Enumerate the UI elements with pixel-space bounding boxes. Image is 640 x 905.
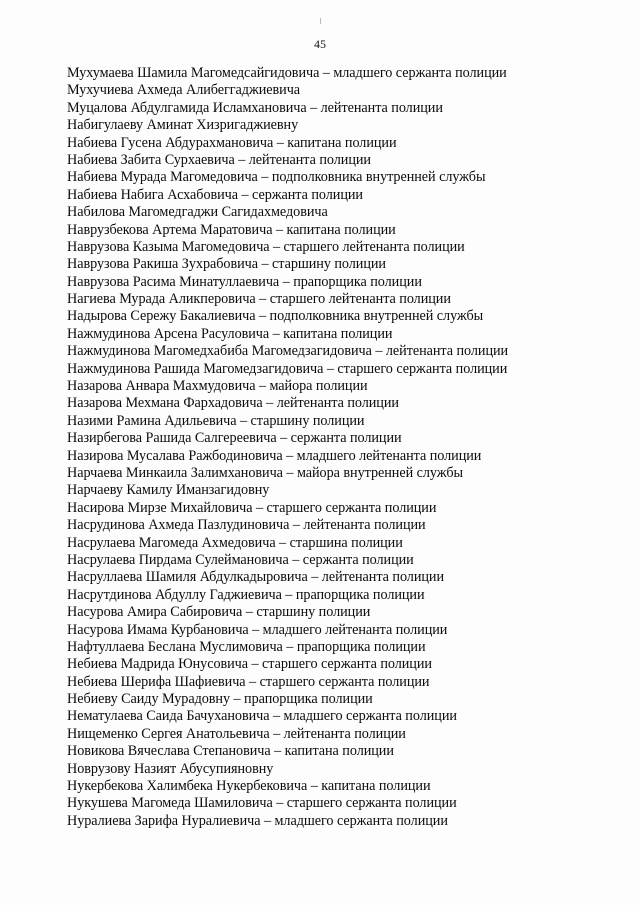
list-item: Наврузова Расима Минатуллаевича – прапорщика полиции bbox=[67, 273, 422, 290]
list-item: Мухучиева Ахмеда Алибеггаджиевича bbox=[67, 82, 301, 99]
list-item: Нажмудинова Магомедхабиба Магомедзагидовича – лейтенанта полиции bbox=[67, 343, 509, 360]
list-item: Набилова Магомедгаджи Сагидахмедовича bbox=[67, 204, 328, 221]
list-item: Набигулаеву Аминат Хизригаджиевну bbox=[67, 117, 299, 134]
list-item: Наврузова Ракиша Зухрабовича – старшину полиции bbox=[67, 256, 386, 273]
list-item: Насурова Имама Курбановича – младшего лейтенанта полиции bbox=[67, 621, 448, 638]
list-item: Набиева Набига Асхабовича – сержанта полиции bbox=[67, 186, 363, 203]
list-item: Нуралиева Зарифа Нуралиевича – младшего сержанта полиции bbox=[67, 812, 448, 829]
list-item: Назарова Анвара Махмудовича – майора полиции bbox=[67, 378, 368, 395]
list-item: Насрулаева Магомеда Ахмедовича – старшина полиции bbox=[67, 534, 403, 551]
list-item: Насрулаева Пирдама Сулеймановича – сержанта полиции bbox=[67, 551, 414, 568]
list-item: Мухумаева Шамила Магомедсайгидовича – младшего сержанта полиции bbox=[67, 65, 507, 81]
list-item: Наврузбекова Артема Маратовича – капитана полиции bbox=[67, 221, 396, 238]
list-item: Небиева Шерифа Шафиевича – старшего сержанта полиции bbox=[67, 673, 430, 690]
list-item: Набиева Забита Сурхаевича – лейтенанта полиции bbox=[67, 151, 371, 168]
list-item: Муцалова Абдулгамида Исламхановича – лейтенанта полиции bbox=[67, 99, 443, 116]
list-item: Насруллаева Шамиля Абдулкадыровича – лейтенанта полиции bbox=[67, 569, 445, 586]
list-item: Новрузову Назият Абусупияновну bbox=[67, 760, 274, 777]
award-list bbox=[67, 65, 508, 830]
list-item: Набиева Гусена Абдурахмановича – капитана полиции bbox=[67, 134, 397, 151]
list-item: Нукербекова Халимбека Нукербековича – капитана полиции bbox=[67, 778, 431, 795]
list-item: Назими Рамина Адильевича – старшину полиции bbox=[67, 412, 365, 429]
list-item: Нукушева Магомеда Шамиловича – старшего сержанта полиции bbox=[67, 795, 457, 812]
list-item: Надырова Сережу Бакалиевича – подполковника внутренней службы bbox=[67, 308, 484, 325]
list-item: Нажмудинова Рашида Магомедзагидовича – старшего сержанта полиции bbox=[67, 360, 508, 377]
list-item: Назирбегова Рашида Салгереевича – сержанта полиции bbox=[67, 430, 402, 447]
list-item: Наврузова Казыма Магомедовича – старшего лейтенанта полиции bbox=[67, 238, 465, 255]
page-number: 45 bbox=[314, 37, 326, 51]
list-item: Нищеменко Сергея Анатольевича – лейтенанта полиции bbox=[67, 725, 406, 742]
list-item: Новикова Вячеслава Степановича – капитана полиции bbox=[67, 743, 394, 760]
list-item: Нагиева Мурада Аликперовича – старшего лейтенанта полиции bbox=[67, 291, 451, 308]
list-item: Нажмудинова Арсена Расуловича – капитана полиции bbox=[67, 325, 393, 342]
scan-mark bbox=[320, 18, 321, 24]
list-item: Набиева Мурада Магомедовича – подполковника внутренней службы bbox=[67, 169, 486, 186]
list-item: Нафтуллаева Беслана Муслимовича – прапорщика полиции bbox=[67, 638, 426, 655]
list-item: Назарова Мехмана Фархадовича – лейтенанта полиции bbox=[67, 395, 399, 412]
list-item: Небиева Мадрида Юнусовича – старшего сержанта полиции bbox=[67, 656, 432, 673]
list-item: Насирова Мирзе Михайловича – старшего сержанта полиции bbox=[67, 499, 437, 516]
list-item: Нарчаева Минкаила Залимхановича – майора внутренней службы bbox=[67, 464, 463, 481]
list-item: Нарчаеву Камилу Иманзагидовну bbox=[67, 482, 270, 499]
list-item: Нематулаева Саида Бачухановича – младшего сержанта полиции bbox=[67, 708, 457, 725]
list-item: Небиеву Саиду Мурадовну – прапорщика полиции bbox=[67, 691, 373, 708]
list-item: Насрутдинова Абдуллу Гаджиевича – прапорщика полиции bbox=[67, 586, 425, 603]
list-item: Насурова Амира Сабировича – старшину полиции bbox=[67, 604, 371, 621]
list-item: Насрудинова Ахмеда Пазлудиновича – лейтенанта полиции bbox=[67, 517, 426, 534]
list-item: Назирова Мусалава Ражбодиновича – младшего лейтенанта полиции bbox=[67, 447, 482, 464]
